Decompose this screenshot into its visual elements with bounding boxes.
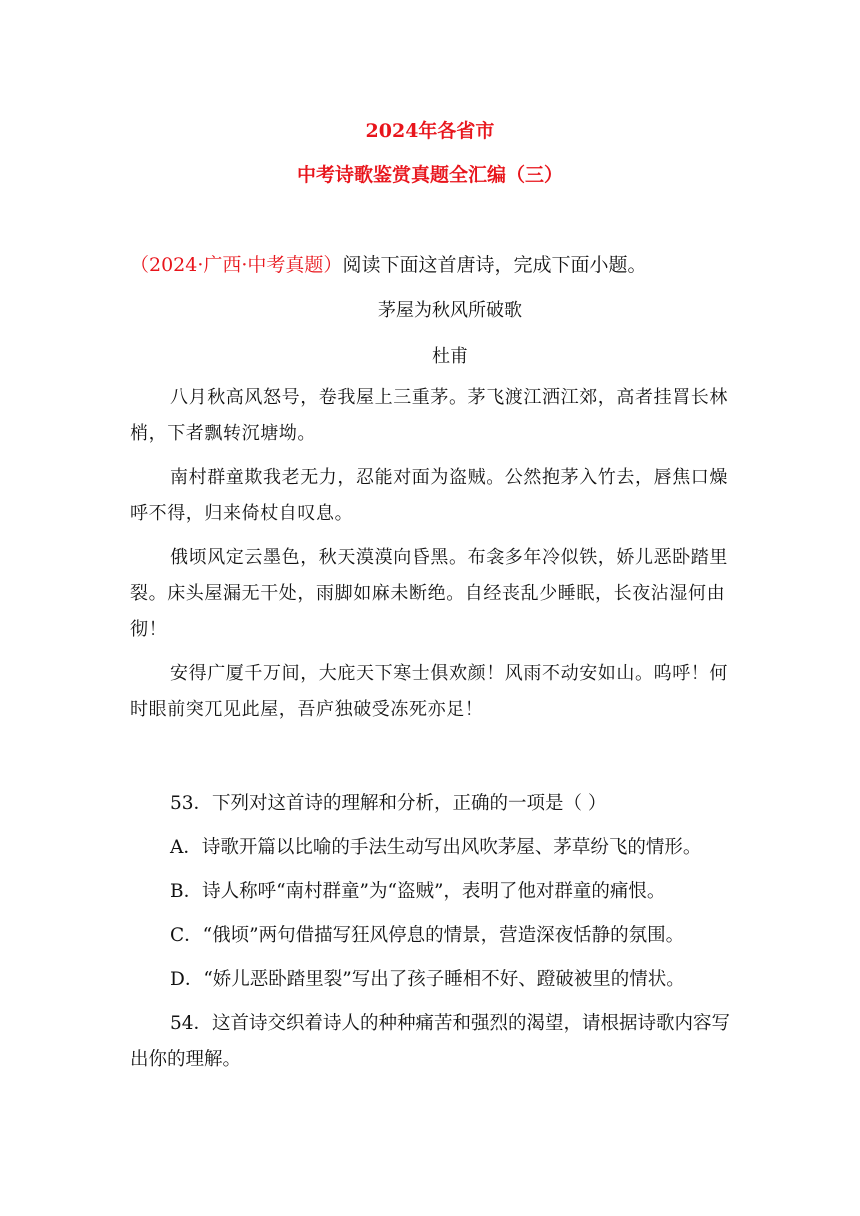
option-a: A．诗歌开篇以比喻的手法生动写出风吹茅屋、茅草纷飞的情形。 [170,837,702,858]
question-source: （2024·广西·中考真题） [130,254,343,276]
poem-stanza: 南村群童欺我老无力，忍能对面为盗贼。公然抱茅入竹去，唇焦口燥呼不得，归来倚杖自叹息。 [130,467,728,524]
question-intro [130,250,646,277]
poem-author: 杜甫 [432,346,468,367]
question-53: 53．下列对这首诗的理解和分析，正确的一项是（ ） [170,793,607,814]
poem-stanza: 安得广厦千万间，大庇天下寒士俱欢颜！风雨不动安如山。呜呼！何时眼前突兀见此屋，吾庐独破受冻死亦足！ [130,663,728,720]
option-d: D．“娇儿恶卧踏里裂”写出了孩子睡相不好、蹬破被里的情状。 [170,969,685,990]
option-b: B．诗人称呼“南村群童”为“盗贼”，表明了他对群童的痛恨。 [170,881,666,902]
document-title-line1: 2024年各省市 [365,120,495,142]
poem-title: 茅屋为秋风所破歌 [378,300,522,321]
document-title-line2: 中考诗歌鉴赏真题全汇编（三） [296,164,563,186]
poem-body [130,380,734,736]
questions-section [130,786,740,1086]
question-instruction: 阅读下面这首唐诗，完成下面小题。 [342,254,647,276]
poem-stanza: 俄顷风定云墨色，秋天漠漠向昏黑。布衾多年冷似铁，娇儿恶卧踏里裂。床头屋漏无干处，雨脚如麻未断绝。自经丧乱少睡眠，长夜沾湿何由彻！ [130,547,728,640]
question-54: 54．这首诗交织着诗人的种种痛苦和强烈的渴望，请根据诗歌内容写出你的理解。 [130,1013,731,1070]
option-c: C．“俄顷”两句借描写狂风停息的情景，营造深夜恬静的氛围。 [170,925,685,946]
poem-stanza: 八月秋高风怒号，卷我屋上三重茅。茅飞渡江洒江郊，高者挂罥长林梢，下者飘转沉塘坳。 [130,387,728,444]
